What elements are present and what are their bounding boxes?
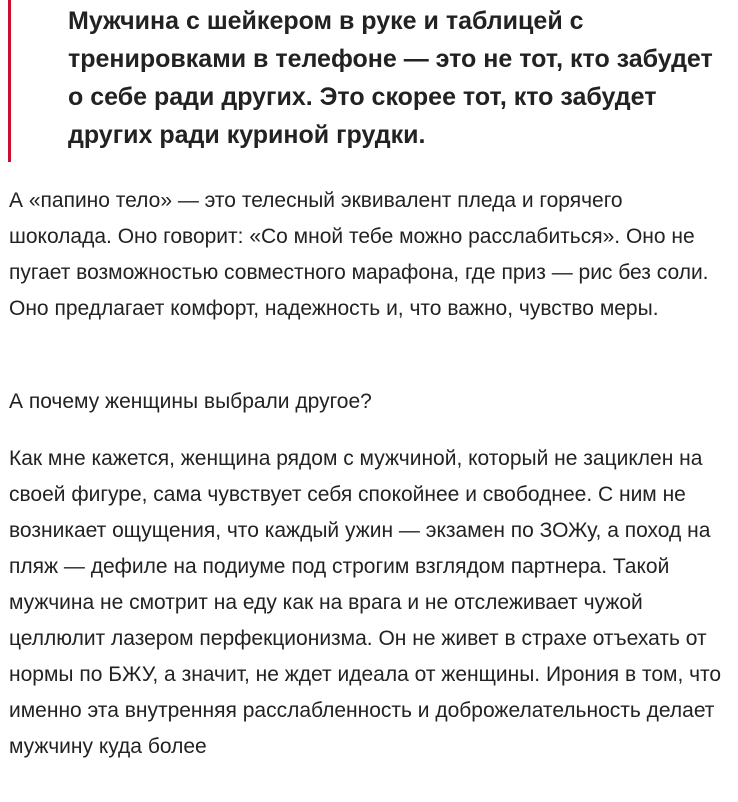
quote-text: Мужчина с шейкером в руке и таблицей с тренировками в телефоне — это не тот, кто забудет о себе ради других. Это скорее тот, кто забудет других ради куриной грудки. (68, 7, 713, 149)
pull-quote (8, 0, 732, 162)
article-paragraph-3: Как мне кажется, женщина рядом с мужчиной, который не зациклен на своей фигуре, сама чувствует себя спокойнее и свободнее. С ним не возникает ощущения, что каждый ужин — экзамен по ЗОЖу, а поход на пляж — дефиле на подиуме под строгим взглядом партнера. Такой мужчина не смотрит на еду как на врага и не отслеживает чужой целлюлит лазером перфекционизма. Он не живет в страхе отъехать от нормы по БЖУ, а значит, не ждет идеала от женщины. Ирония в том, что именно эта внутренняя расслабленность и доброжелательность делает мужчину куда более (9, 447, 722, 758)
article-paragraph-1: А «папино тело» — это телесный эквивалент пледа и горячего шоколада. Оно говорит: «Со мной тебе можно расслабиться». Оно не пугает возможностью совместного марафона, где приз — рис без соли. Оно предлагает комфорт, надежность и, что важно, чувство меры. (9, 189, 709, 320)
quote-accent-bar (8, 0, 11, 162)
article-paragraph-2: А почему женщины выбрали другое? (9, 390, 372, 413)
